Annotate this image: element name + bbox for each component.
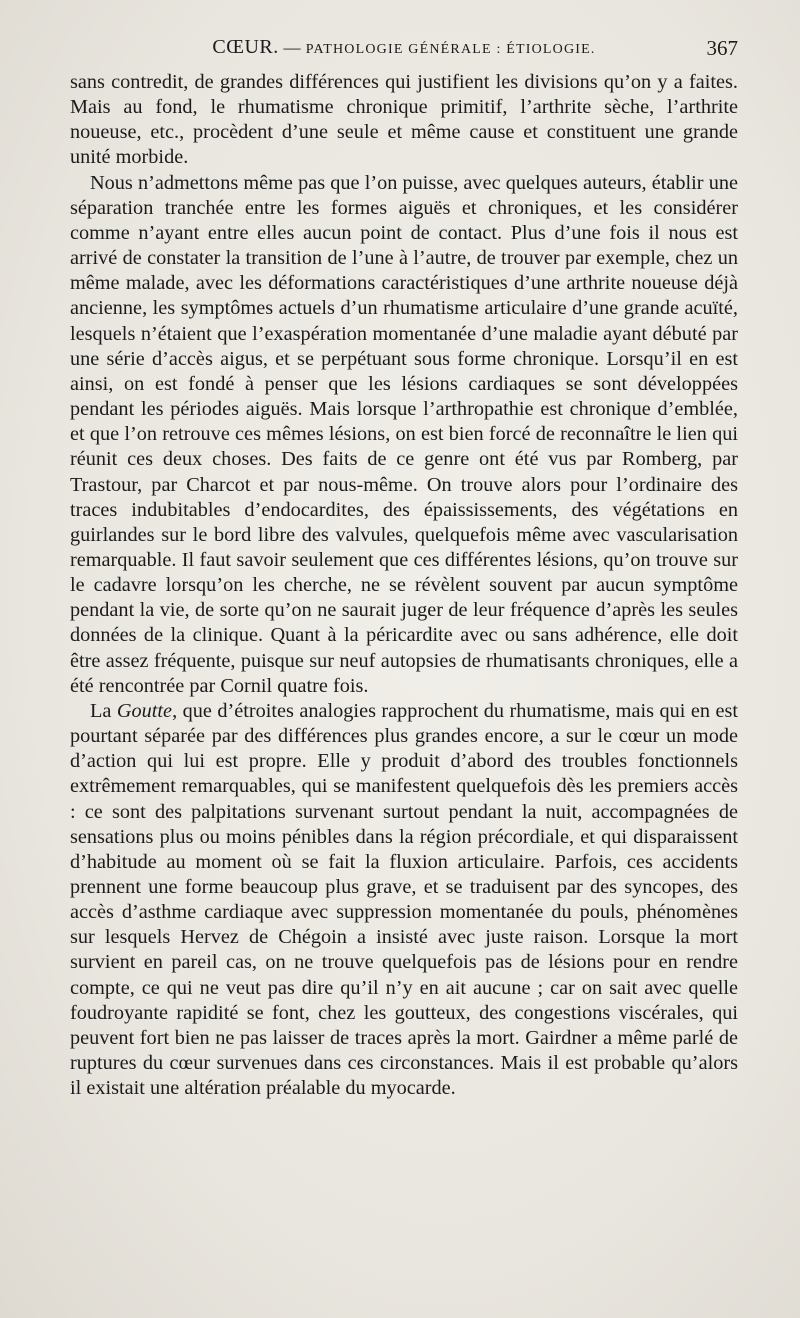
paragraph-rhumatisme-chronique: Nous n’admettons même pas que l’on puisse, avec quelques auteurs, établir une séparation tranchée entre les formes aiguës et chroniques, et les considérer comme n’ayant entre elles aucun point de contact. Plus d’une fois il nous est arrivé de constater la transition de l’une à l’autre, de trouver par exemple, chez un même malade, avec les déformations caractéristiques d’une arthrite noueuse déjà ancienne, les symptômes actuels d’un rhumatisme articulaire d’une grande acuïté, lesquels n’étaient que l’exaspération momentanée d’une maladie ayant débuté par une série d’accès aigus, et se perpétuant sous forme chronique. Lorsqu’il en est ainsi, on est fondé à penser que les lésions cardiaques se sont développées pendant les périodes aiguës. Mais lorsque l’arthropathie est chronique d’emblée, et que l’on retrouve ces mêmes lésions, on est bien forcé de reconnaître le lien qui réunit ces deux choses. Des faits de ce genre ont été vus par Romberg, par Trastour, par Charcot et par nous-même. On trouve alors pour l’ordinaire des traces indubitables d’endocardites, des épaississements, des végétations en guirlandes sur le bord libre des valvules, quelquefois même avec vascularisation remarquable. Il faut savoir seulement que ces différentes lésions, qu’on trouve sur le cadavre lorsqu’on les cherche, ne se révèlent souvent par aucun symptôme pendant la vie, de sorte qu’on ne saurait juger de leur fréquence d’après les seules données de la clinique. Quant à la péricardite avec ou sans adhérence, elle doit être assez fréquente, puisque sur neuf autopsies de rhumatisants chroniques, elle a été rencontrée par Cornil quatre fois. [70, 171, 738, 697]
paragraph-goutte [70, 699, 738, 1102]
paragraph-continuation: sans contredit, de grandes différences qui justifient les divisions qu’on y a faites. Mais au fond, le rhumatisme chronique primitif, l’arthrite sèche, l’arthrite noueuse, etc., procèdent d’une seule et même cause et constituent une grande unité morbide. [70, 71, 738, 169]
chapter-title [70, 36, 738, 59]
paragraph-goutte-text: , que d’étroites analogies rapprochent du rhumatisme, mais qui en est pourtant séparée par des différences plus grandes encore, a sur le cœur un mode d’action qui lui est propre. Elle y produit d’abord des troubles fonctionnels extrêmement remarquables, qui se manifestent quelquefois dès les premiers accès : ce sont des palpitations survenant surtout pendant la nuit, accompagnées de sensations plus ou moins pénibles dans la région précordiale, et qui disparaissent d’habitude au moment où se fait la fluxion articulaire. Parfois, ces accidents prennent une forme beaucoup plus grave, et se traduisent par des syncopes, des accès d’asthme cardiaque avec suppression momentanée du pouls, phénomènes sur lesquels Hervez de Chégoin a insisté avec juste raison. Lorsque la mort survient en pareil cas, on ne trouve quelquefois pas de lésions pour en rendre compte, ce qui ne veut pas dire qu’il n’y en ait aucune ; car on sait avec quelle foudroyante rapidité se font, chez les goutteux, des congestions viscérales, qui peuvent fort bien ne pas laisser de traces après la mort. Gairdner a même parlé de ruptures du cœur survenues dans ces circonstances. Mais il est probable qu’alors il existait une altération préalable du myocarde. [70, 699, 738, 1100]
header-section: PATHOLOGIE GÉNÉRALE : ÉTIOLOGIE. [305, 42, 596, 57]
running-head [70, 36, 738, 66]
header-dash: — [283, 38, 302, 57]
page-number: 367 [706, 36, 738, 60]
body-text [70, 70, 738, 1101]
term-goutte: Goutte [116, 699, 173, 722]
paragraph-goutte-lead: La [90, 699, 117, 722]
header-organ: CŒUR. [212, 36, 279, 58]
